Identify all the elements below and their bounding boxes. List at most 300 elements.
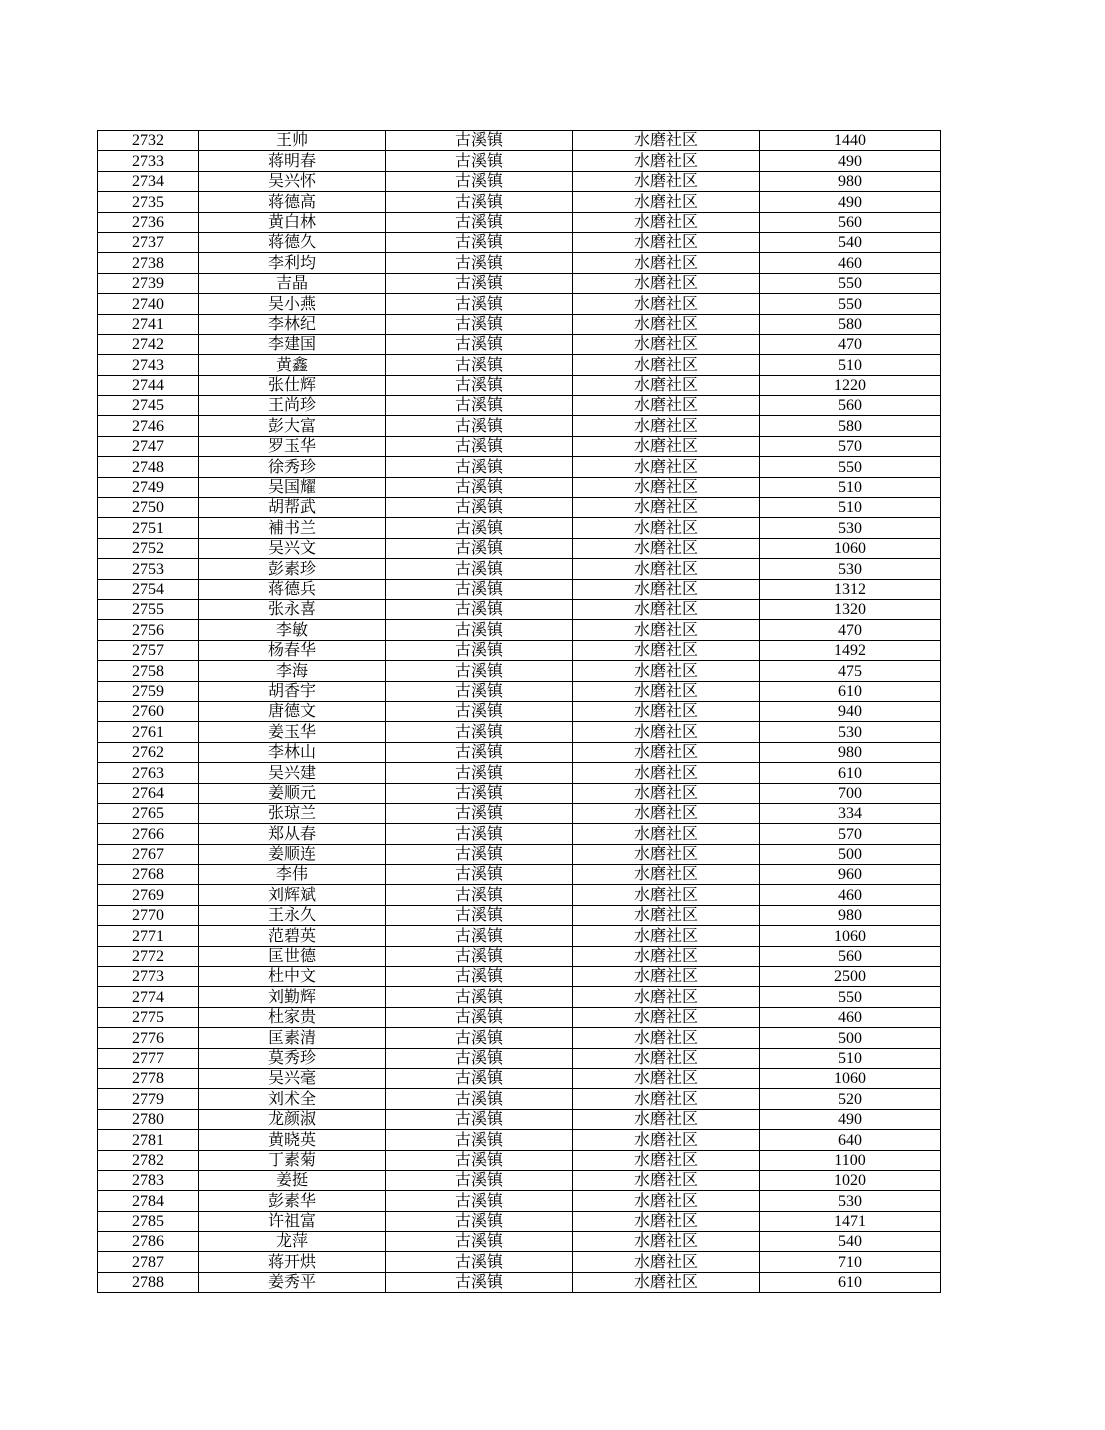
person-name-cell: 吴兴毫: [199, 1068, 386, 1088]
serial-number-cell: 2752: [98, 538, 199, 558]
table-row: [98, 661, 941, 681]
amount-cell: 1100: [760, 1150, 941, 1170]
person-name-cell: 张永喜: [199, 599, 386, 619]
table-row: [98, 620, 941, 640]
community-cell: 水磨社区: [573, 232, 760, 252]
town-cell: 古溪镇: [386, 1130, 573, 1150]
table-row: [98, 905, 941, 925]
town-cell: 古溪镇: [386, 253, 573, 273]
person-name-cell: 杨春华: [199, 640, 386, 660]
table-row: [98, 967, 941, 987]
town-cell: 古溪镇: [386, 375, 573, 395]
table-row: [98, 946, 941, 966]
town-cell: 古溪镇: [386, 681, 573, 701]
community-cell: 水磨社区: [573, 294, 760, 314]
community-cell: 水磨社区: [573, 518, 760, 538]
amount-cell: 2500: [760, 967, 941, 987]
town-cell: 古溪镇: [386, 334, 573, 354]
amount-cell: 710: [760, 1252, 941, 1272]
town-cell: 古溪镇: [386, 314, 573, 334]
serial-number-cell: 2758: [98, 661, 199, 681]
serial-number-cell: 2746: [98, 416, 199, 436]
community-cell: 水磨社区: [573, 1150, 760, 1170]
table-row: [98, 763, 941, 783]
community-cell: 水磨社区: [573, 334, 760, 354]
serial-number-cell: 2783: [98, 1170, 199, 1190]
town-cell: 古溪镇: [386, 803, 573, 823]
amount-cell: 1312: [760, 579, 941, 599]
amount-cell: 560: [760, 946, 941, 966]
amount-cell: 640: [760, 1130, 941, 1150]
amount-cell: 610: [760, 681, 941, 701]
amount-cell: 530: [760, 722, 941, 742]
person-name-cell: 龙萍: [199, 1232, 386, 1252]
community-cell: 水磨社区: [573, 783, 760, 803]
person-name-cell: 蒋德久: [199, 232, 386, 252]
amount-cell: 580: [760, 416, 941, 436]
amount-cell: 1060: [760, 538, 941, 558]
amount-cell: 550: [760, 457, 941, 477]
community-cell: 水磨社区: [573, 1252, 760, 1272]
person-name-cell: 姜顺元: [199, 783, 386, 803]
town-cell: 古溪镇: [386, 538, 573, 558]
town-cell: 古溪镇: [386, 661, 573, 681]
amount-cell: 1440: [760, 131, 941, 151]
person-name-cell: 张琼兰: [199, 803, 386, 823]
town-cell: 古溪镇: [386, 1191, 573, 1211]
amount-cell: 1220: [760, 375, 941, 395]
person-name-cell: 黄晓英: [199, 1130, 386, 1150]
town-cell: 古溪镇: [386, 905, 573, 925]
table-row: [98, 1150, 941, 1170]
table-row: [98, 375, 941, 395]
serial-number-cell: 2777: [98, 1048, 199, 1068]
serial-number-cell: 2739: [98, 273, 199, 293]
serial-number-cell: 2743: [98, 355, 199, 375]
person-name-cell: 補书兰: [199, 518, 386, 538]
table-row: [98, 212, 941, 232]
serial-number-cell: 2737: [98, 232, 199, 252]
community-cell: 水磨社区: [573, 926, 760, 946]
community-cell: 水磨社区: [573, 844, 760, 864]
person-name-cell: 李敏: [199, 620, 386, 640]
community-cell: 水磨社区: [573, 212, 760, 232]
amount-cell: 550: [760, 294, 941, 314]
serial-number-cell: 2778: [98, 1068, 199, 1088]
person-name-cell: 丁素菊: [199, 1150, 386, 1170]
table-row: [98, 457, 941, 477]
person-name-cell: 刘辉斌: [199, 885, 386, 905]
community-cell: 水磨社区: [573, 1007, 760, 1027]
amount-cell: 500: [760, 844, 941, 864]
town-cell: 古溪镇: [386, 151, 573, 171]
town-cell: 古溪镇: [386, 620, 573, 640]
table-row: [98, 1191, 941, 1211]
amount-cell: 530: [760, 518, 941, 538]
person-name-cell: 李林纪: [199, 314, 386, 334]
amount-cell: 510: [760, 1048, 941, 1068]
person-name-cell: 胡帮武: [199, 498, 386, 518]
serial-number-cell: 2769: [98, 885, 199, 905]
serial-number-cell: 2772: [98, 946, 199, 966]
table-row: [98, 1048, 941, 1068]
community-cell: 水磨社区: [573, 396, 760, 416]
serial-number-cell: 2770: [98, 905, 199, 925]
community-cell: 水磨社区: [573, 273, 760, 293]
community-cell: 水磨社区: [573, 559, 760, 579]
community-cell: 水磨社区: [573, 722, 760, 742]
person-name-cell: 吴小燕: [199, 294, 386, 314]
town-cell: 古溪镇: [386, 1150, 573, 1170]
person-name-cell: 许祖富: [199, 1211, 386, 1231]
serial-number-cell: 2732: [98, 131, 199, 151]
community-cell: 水磨社区: [573, 457, 760, 477]
town-cell: 古溪镇: [386, 416, 573, 436]
amount-cell: 470: [760, 334, 941, 354]
amount-cell: 475: [760, 661, 941, 681]
town-cell: 古溪镇: [386, 701, 573, 721]
town-cell: 古溪镇: [386, 763, 573, 783]
community-cell: 水磨社区: [573, 946, 760, 966]
community-cell: 水磨社区: [573, 1232, 760, 1252]
amount-cell: 510: [760, 498, 941, 518]
town-cell: 古溪镇: [386, 926, 573, 946]
person-name-cell: 李建国: [199, 334, 386, 354]
roster-table: [97, 130, 941, 1293]
table-row: [98, 131, 941, 151]
amount-cell: 490: [760, 192, 941, 212]
town-cell: 古溪镇: [386, 131, 573, 151]
town-cell: 古溪镇: [386, 1109, 573, 1129]
amount-cell: 570: [760, 436, 941, 456]
serial-number-cell: 2736: [98, 212, 199, 232]
amount-cell: 550: [760, 273, 941, 293]
amount-cell: 940: [760, 701, 941, 721]
amount-cell: 460: [760, 253, 941, 273]
community-cell: 水磨社区: [573, 905, 760, 925]
serial-number-cell: 2779: [98, 1089, 199, 1109]
amount-cell: 510: [760, 477, 941, 497]
community-cell: 水磨社区: [573, 1170, 760, 1190]
person-name-cell: 吴兴文: [199, 538, 386, 558]
amount-cell: 490: [760, 1109, 941, 1129]
community-cell: 水磨社区: [573, 579, 760, 599]
amount-cell: 550: [760, 987, 941, 1007]
person-name-cell: 吴兴怀: [199, 171, 386, 191]
serial-number-cell: 2753: [98, 559, 199, 579]
serial-number-cell: 2767: [98, 844, 199, 864]
amount-cell: 980: [760, 905, 941, 925]
person-name-cell: 杜中文: [199, 967, 386, 987]
table-row: [98, 396, 941, 416]
person-name-cell: 黄鑫: [199, 355, 386, 375]
amount-cell: 334: [760, 803, 941, 823]
table-row: [98, 1109, 941, 1129]
serial-number-cell: 2762: [98, 742, 199, 762]
town-cell: 古溪镇: [386, 865, 573, 885]
town-cell: 古溪镇: [386, 273, 573, 293]
community-cell: 水磨社区: [573, 375, 760, 395]
serial-number-cell: 2768: [98, 865, 199, 885]
serial-number-cell: 2757: [98, 640, 199, 660]
community-cell: 水磨社区: [573, 763, 760, 783]
town-cell: 古溪镇: [386, 1028, 573, 1048]
serial-number-cell: 2756: [98, 620, 199, 640]
community-cell: 水磨社区: [573, 416, 760, 436]
table-row: [98, 844, 941, 864]
amount-cell: 610: [760, 763, 941, 783]
amount-cell: 500: [760, 1028, 941, 1048]
town-cell: 古溪镇: [386, 987, 573, 1007]
person-name-cell: 匡世德: [199, 946, 386, 966]
town-cell: 古溪镇: [386, 1211, 573, 1231]
table-row: [98, 1272, 941, 1292]
community-cell: 水磨社区: [573, 967, 760, 987]
amount-cell: 1320: [760, 599, 941, 619]
community-cell: 水磨社区: [573, 192, 760, 212]
person-name-cell: 姜玉华: [199, 722, 386, 742]
person-name-cell: 刘勤辉: [199, 987, 386, 1007]
person-name-cell: 莫秀珍: [199, 1048, 386, 1068]
community-cell: 水磨社区: [573, 1211, 760, 1231]
table-row: [98, 1232, 941, 1252]
serial-number-cell: 2755: [98, 599, 199, 619]
serial-number-cell: 2773: [98, 967, 199, 987]
serial-number-cell: 2744: [98, 375, 199, 395]
table-row: [98, 518, 941, 538]
serial-number-cell: 2774: [98, 987, 199, 1007]
table-row: [98, 885, 941, 905]
amount-cell: 470: [760, 620, 941, 640]
community-cell: 水磨社区: [573, 701, 760, 721]
table-row: [98, 865, 941, 885]
community-cell: 水磨社区: [573, 865, 760, 885]
person-name-cell: 唐德文: [199, 701, 386, 721]
person-name-cell: 徐秀珍: [199, 457, 386, 477]
person-name-cell: 胡香宇: [199, 681, 386, 701]
table-row: [98, 477, 941, 497]
serial-number-cell: 2780: [98, 1109, 199, 1129]
amount-cell: 1492: [760, 640, 941, 660]
table-row: [98, 192, 941, 212]
table-row: [98, 416, 941, 436]
table-row: [98, 926, 941, 946]
community-cell: 水磨社区: [573, 1109, 760, 1129]
serial-number-cell: 2735: [98, 192, 199, 212]
person-name-cell: 蒋德兵: [199, 579, 386, 599]
table-row: [98, 538, 941, 558]
community-cell: 水磨社区: [573, 1048, 760, 1068]
person-name-cell: 王尚珍: [199, 396, 386, 416]
town-cell: 古溪镇: [386, 1252, 573, 1272]
town-cell: 古溪镇: [386, 396, 573, 416]
serial-number-cell: 2734: [98, 171, 199, 191]
community-cell: 水磨社区: [573, 1130, 760, 1150]
serial-number-cell: 2761: [98, 722, 199, 742]
amount-cell: 560: [760, 396, 941, 416]
amount-cell: 540: [760, 1232, 941, 1252]
person-name-cell: 范碧英: [199, 926, 386, 946]
table-row: [98, 783, 941, 803]
serial-number-cell: 2747: [98, 436, 199, 456]
town-cell: 古溪镇: [386, 742, 573, 762]
town-cell: 古溪镇: [386, 967, 573, 987]
table-row: [98, 701, 941, 721]
table-row: [98, 1170, 941, 1190]
amount-cell: 1020: [760, 1170, 941, 1190]
table-row: [98, 559, 941, 579]
amount-cell: 610: [760, 1272, 941, 1292]
amount-cell: 1060: [760, 1068, 941, 1088]
amount-cell: 1471: [760, 1211, 941, 1231]
roster-table-body: [98, 131, 941, 1293]
town-cell: 古溪镇: [386, 294, 573, 314]
community-cell: 水磨社区: [573, 131, 760, 151]
serial-number-cell: 2788: [98, 1272, 199, 1292]
table-row: [98, 1211, 941, 1231]
person-name-cell: 姜挺: [199, 1170, 386, 1190]
serial-number-cell: 2760: [98, 701, 199, 721]
table-row: [98, 1028, 941, 1048]
table-row: [98, 1252, 941, 1272]
person-name-cell: 王永久: [199, 905, 386, 925]
amount-cell: 520: [760, 1089, 941, 1109]
table-row: [98, 1007, 941, 1027]
community-cell: 水磨社区: [573, 681, 760, 701]
person-name-cell: 刘术全: [199, 1089, 386, 1109]
person-name-cell: 李林山: [199, 742, 386, 762]
table-row: [98, 1130, 941, 1150]
community-cell: 水磨社区: [573, 253, 760, 273]
amount-cell: 700: [760, 783, 941, 803]
community-cell: 水磨社区: [573, 498, 760, 518]
person-name-cell: 吉晶: [199, 273, 386, 293]
amount-cell: 570: [760, 824, 941, 844]
serial-number-cell: 2741: [98, 314, 199, 334]
amount-cell: 510: [760, 355, 941, 375]
serial-number-cell: 2733: [98, 151, 199, 171]
town-cell: 古溪镇: [386, 946, 573, 966]
table-row: [98, 1068, 941, 1088]
table-row: [98, 1089, 941, 1109]
community-cell: 水磨社区: [573, 1028, 760, 1048]
community-cell: 水磨社区: [573, 477, 760, 497]
serial-number-cell: 2781: [98, 1130, 199, 1150]
person-name-cell: 彭大富: [199, 416, 386, 436]
town-cell: 古溪镇: [386, 599, 573, 619]
amount-cell: 490: [760, 151, 941, 171]
town-cell: 古溪镇: [386, 518, 573, 538]
person-name-cell: 李伟: [199, 865, 386, 885]
town-cell: 古溪镇: [386, 1272, 573, 1292]
person-name-cell: 罗玉华: [199, 436, 386, 456]
town-cell: 古溪镇: [386, 579, 573, 599]
table-row: [98, 742, 941, 762]
amount-cell: 460: [760, 885, 941, 905]
person-name-cell: 王帅: [199, 131, 386, 151]
community-cell: 水磨社区: [573, 620, 760, 640]
community-cell: 水磨社区: [573, 1272, 760, 1292]
serial-number-cell: 2748: [98, 457, 199, 477]
amount-cell: 960: [760, 865, 941, 885]
table-row: [98, 314, 941, 334]
person-name-cell: 蒋德高: [199, 192, 386, 212]
person-name-cell: 黄白林: [199, 212, 386, 232]
community-cell: 水磨社区: [573, 987, 760, 1007]
serial-number-cell: 2787: [98, 1252, 199, 1272]
serial-number-cell: 2766: [98, 824, 199, 844]
table-row: [98, 253, 941, 273]
community-cell: 水磨社区: [573, 436, 760, 456]
serial-number-cell: 2738: [98, 253, 199, 273]
community-cell: 水磨社区: [573, 1068, 760, 1088]
amount-cell: 980: [760, 171, 941, 191]
town-cell: 古溪镇: [386, 844, 573, 864]
table-row: [98, 436, 941, 456]
town-cell: 古溪镇: [386, 722, 573, 742]
amount-cell: 530: [760, 559, 941, 579]
amount-cell: 980: [760, 742, 941, 762]
town-cell: 古溪镇: [386, 1007, 573, 1027]
serial-number-cell: 2784: [98, 1191, 199, 1211]
person-name-cell: 姜顺连: [199, 844, 386, 864]
table-row: [98, 599, 941, 619]
table-row: [98, 151, 941, 171]
person-name-cell: 蒋明春: [199, 151, 386, 171]
person-name-cell: 吴国耀: [199, 477, 386, 497]
serial-number-cell: 2750: [98, 498, 199, 518]
table-row: [98, 987, 941, 1007]
town-cell: 古溪镇: [386, 1068, 573, 1088]
table-row: [98, 334, 941, 354]
community-cell: 水磨社区: [573, 171, 760, 191]
amount-cell: 560: [760, 212, 941, 232]
table-row: [98, 355, 941, 375]
serial-number-cell: 2764: [98, 783, 199, 803]
town-cell: 古溪镇: [386, 498, 573, 518]
person-name-cell: 李利均: [199, 253, 386, 273]
town-cell: 古溪镇: [386, 783, 573, 803]
community-cell: 水磨社区: [573, 314, 760, 334]
town-cell: 古溪镇: [386, 640, 573, 660]
community-cell: 水磨社区: [573, 640, 760, 660]
community-cell: 水磨社区: [573, 599, 760, 619]
person-name-cell: 彭素华: [199, 1191, 386, 1211]
town-cell: 古溪镇: [386, 1170, 573, 1190]
table-row: [98, 171, 941, 191]
town-cell: 古溪镇: [386, 885, 573, 905]
town-cell: 古溪镇: [386, 1048, 573, 1068]
town-cell: 古溪镇: [386, 232, 573, 252]
amount-cell: 530: [760, 1191, 941, 1211]
town-cell: 古溪镇: [386, 1232, 573, 1252]
community-cell: 水磨社区: [573, 1089, 760, 1109]
community-cell: 水磨社区: [573, 355, 760, 375]
table-row: [98, 722, 941, 742]
table-row: [98, 681, 941, 701]
amount-cell: 460: [760, 1007, 941, 1027]
table-row: [98, 232, 941, 252]
serial-number-cell: 2775: [98, 1007, 199, 1027]
serial-number-cell: 2740: [98, 294, 199, 314]
person-name-cell: 蒋开烘: [199, 1252, 386, 1272]
town-cell: 古溪镇: [386, 559, 573, 579]
town-cell: 古溪镇: [386, 457, 573, 477]
community-cell: 水磨社区: [573, 538, 760, 558]
table-row: [98, 498, 941, 518]
person-name-cell: 张仕辉: [199, 375, 386, 395]
serial-number-cell: 2759: [98, 681, 199, 701]
